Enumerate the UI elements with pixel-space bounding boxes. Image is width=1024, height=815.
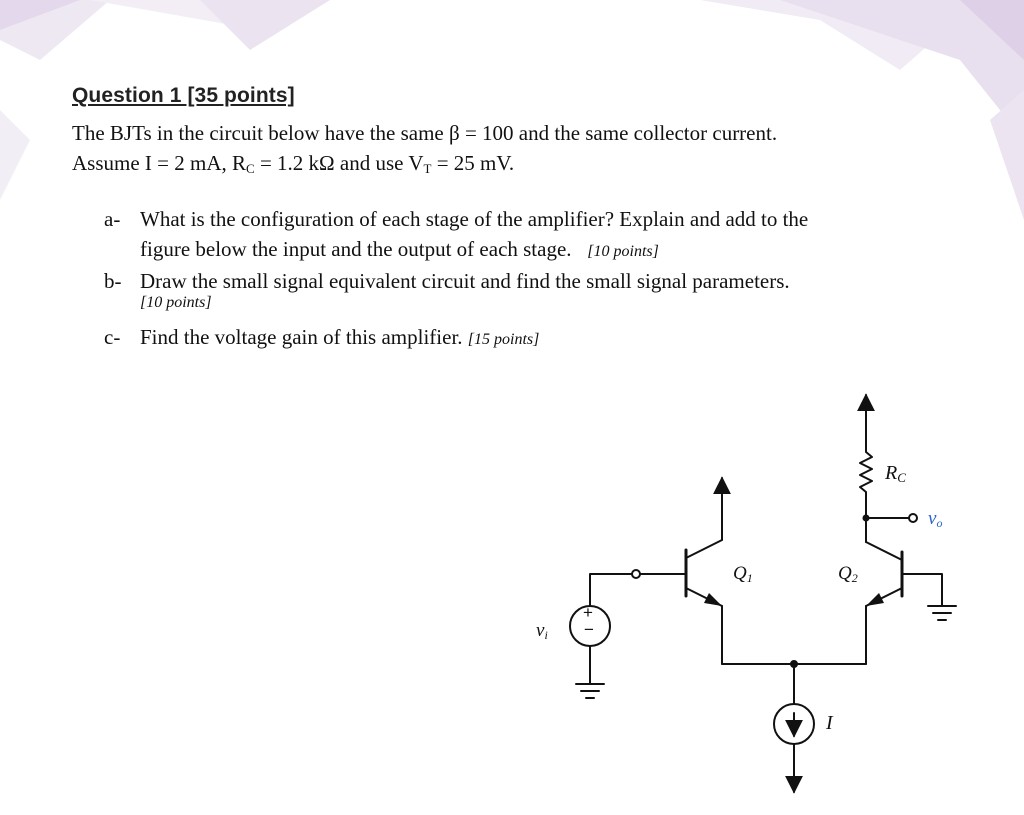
part-a-marker: a- [104,207,121,231]
rc-resistor [860,440,872,518]
q1-collector-lead [686,540,722,558]
intro-text-b: = 1.2 kΩ and use V [254,151,424,175]
intro-text-c: = 25 mV. [431,151,515,175]
q1-emitter-arrow [704,593,722,606]
q2-emitter-arrow [866,593,884,606]
vi-label [536,620,548,643]
current-label: I [826,712,833,734]
rc-label [885,462,906,486]
q2-collector-lead [866,542,902,560]
output-terminal [909,514,917,522]
vo-label-sub: o [936,516,943,530]
q2-label-text: Q [838,563,852,584]
part-a-points: [10 points] [587,243,659,260]
part-b-line-1: Draw the small signal equivalent circuit and find the small signal parameters. [140,269,790,293]
part-c-line-1: Find the voltage gain of this amplifier. [140,325,463,349]
part-b-marker: b- [104,269,122,293]
rc-label-sub: C [897,470,906,485]
source-minus-label: − [584,620,594,639]
vi-label-sub: i [544,628,548,642]
q2-label [838,563,858,586]
part-c-points: [15 points] [467,331,540,348]
vo-label-text: v [928,508,937,529]
vi-label-text: v [536,620,545,641]
q2-label-sub: 2 [851,571,858,585]
rc-label-text: R [885,462,898,484]
part-a-line-2: figure below the input and the output of each stage. [140,237,572,261]
intro-line-1: The BJTs in the circuit below have the same β = 100 and the same collector current. [72,121,778,145]
vo-label [928,508,942,531]
q1-base-terminal [632,570,640,578]
q1-label-sub: 1 [746,571,753,585]
source-plus-label: + [583,603,593,622]
intro-sub-c: C [246,161,255,176]
intro-sub-t: T [423,161,432,176]
input-wire [590,574,632,606]
part-c-marker: c- [104,325,121,349]
part-a-line-1: What is the configuration of each stage of the amplifier? Explain and add to the [140,207,809,231]
part-b-points: [10 points] [140,294,212,311]
intro-text-a: Assume I = 2 mA, R [72,151,247,175]
q1-label-text: Q [733,563,747,584]
q2-base-wire [902,574,942,606]
question-heading: Question 1 [35 points] [72,84,295,107]
q1-label [733,563,753,586]
